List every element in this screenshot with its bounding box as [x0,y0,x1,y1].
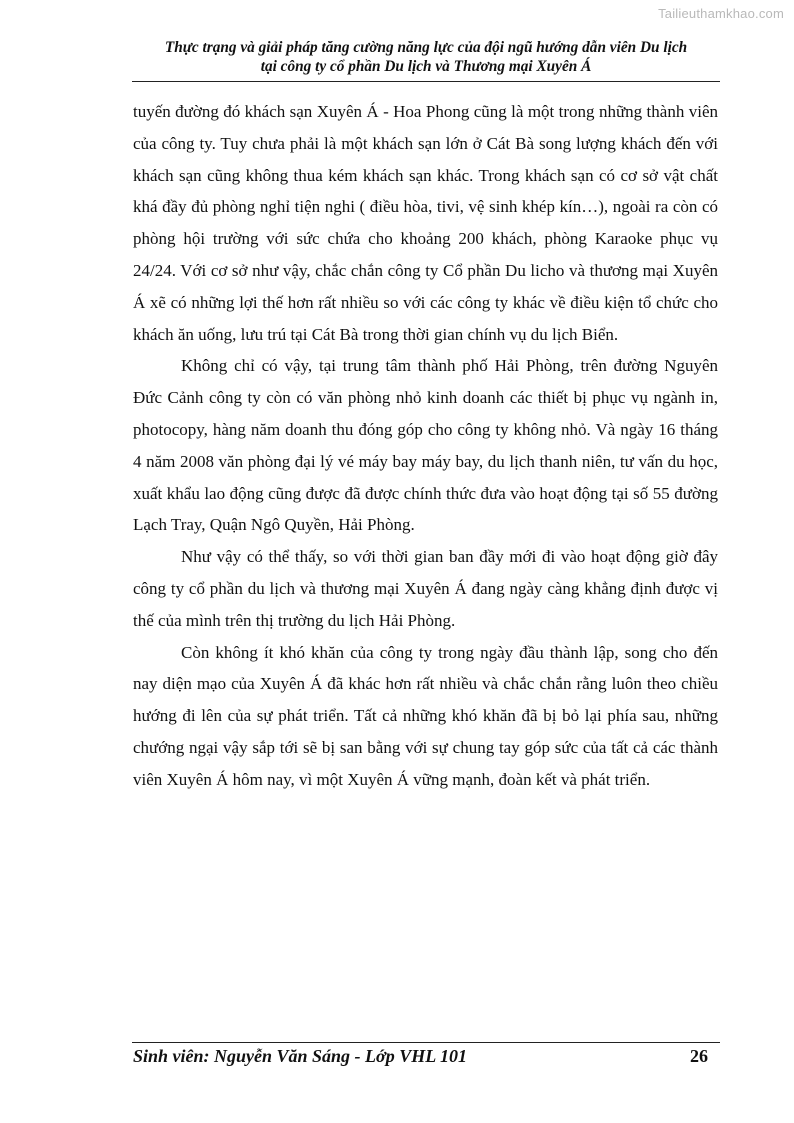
document-body [133,96,718,796]
paragraph-2: Không chỉ có vậy, tại trung tâm thành phố Hải Phòng, trên đường Nguyên Đức Cảnh công ty còn có văn phòng nhỏ kinh doanh các thiết bị phục vụ ngành in, photocopy, hàng năm doanh thu đóng góp cho công ty không nhỏ. Và ngày 16 tháng 4 năm 2008 văn phòng đại lý vé máy bay máy bay, du lịch thanh niên, tư vấn du học, xuất khẩu lao động cũng được đã được chính thức đưa vào hoạt động tại số 55 đường Lạch Tray, Quận Ngô Quyền, Hải Phòng. [133,356,718,535]
page-header [132,38,720,76]
student-info: Sinh viên: Nguyễn Văn Sáng - Lớp VHL 101 [133,1046,468,1066]
page-footer [133,1046,718,1070]
footer-divider [132,1042,720,1043]
paragraph-3: Như vậy có thể thấy, so với thời gian ban đầy mới đi vào hoạt động giờ đây công ty cổ phần du lịch và thương mại Xuyên Á đang ngày càng khẳng định được vị thế của mình trên thị trường du lịch Hải Phòng. [133,547,718,630]
paragraph-1: tuyến đường đó khách sạn Xuyên Á - Hoa Phong cũng là một trong những thành viên của công ty. Tuy chưa phải là một khách sạn lớn ở Cát Bà song lượng khách đến với khách sạn cũng không thua kém khách sạn khác. Trong khách sạn có cơ sở vật chất khá đầy đủ phòng nghỉ tiện nghi ( điều hòa, tivi, vệ sinh khép kín…), ngoài ra còn có phòng hội trường với sức chứa cho khoảng 200 khách, phòng Karaoke phục vụ 24/24. Với cơ sở như vậy, chắc chắn công ty Cổ phần Du licho và thương mại Xuyên Á xẽ có những lợi thế hơn rất nhiều so với các công ty khác về điều kiện tổ chức cho khách ăn uống, lưu trú tại Cát Bà trong thời gian chính vụ du lịch Biển. [133,102,718,344]
header-divider [132,81,720,82]
header-line-2: tại công ty cổ phần Du lịch và Thương mại Xuyên Á [260,58,592,75]
header-line-1: Thực trạng và giải pháp tăng cường năng lực của đội ngũ hướng dẫn viên Du lịch [164,39,688,56]
paragraph-4: Còn không ít khó khăn của công ty trong ngày đầu thành lập, song cho đến nay diện mạo của Xuyên Á đã khác hơn rất nhiều và chắc chắn rằng luôn theo chiều hướng đi lên của sự phát triển. Tất cả những khó khăn đã bị bỏ lại phía sau, những chướng ngại vậy sắp tới sẽ bị san bằng với sự chung tay góp sức của tất cả các thành viên Xuyên Á hôm nay, vì một Xuyên Á vững mạnh, đoàn kết và phát triển. [133,642,718,789]
watermark: Tailieuthamkhao.com [658,6,784,21]
page-number: 26 [690,1046,708,1066]
